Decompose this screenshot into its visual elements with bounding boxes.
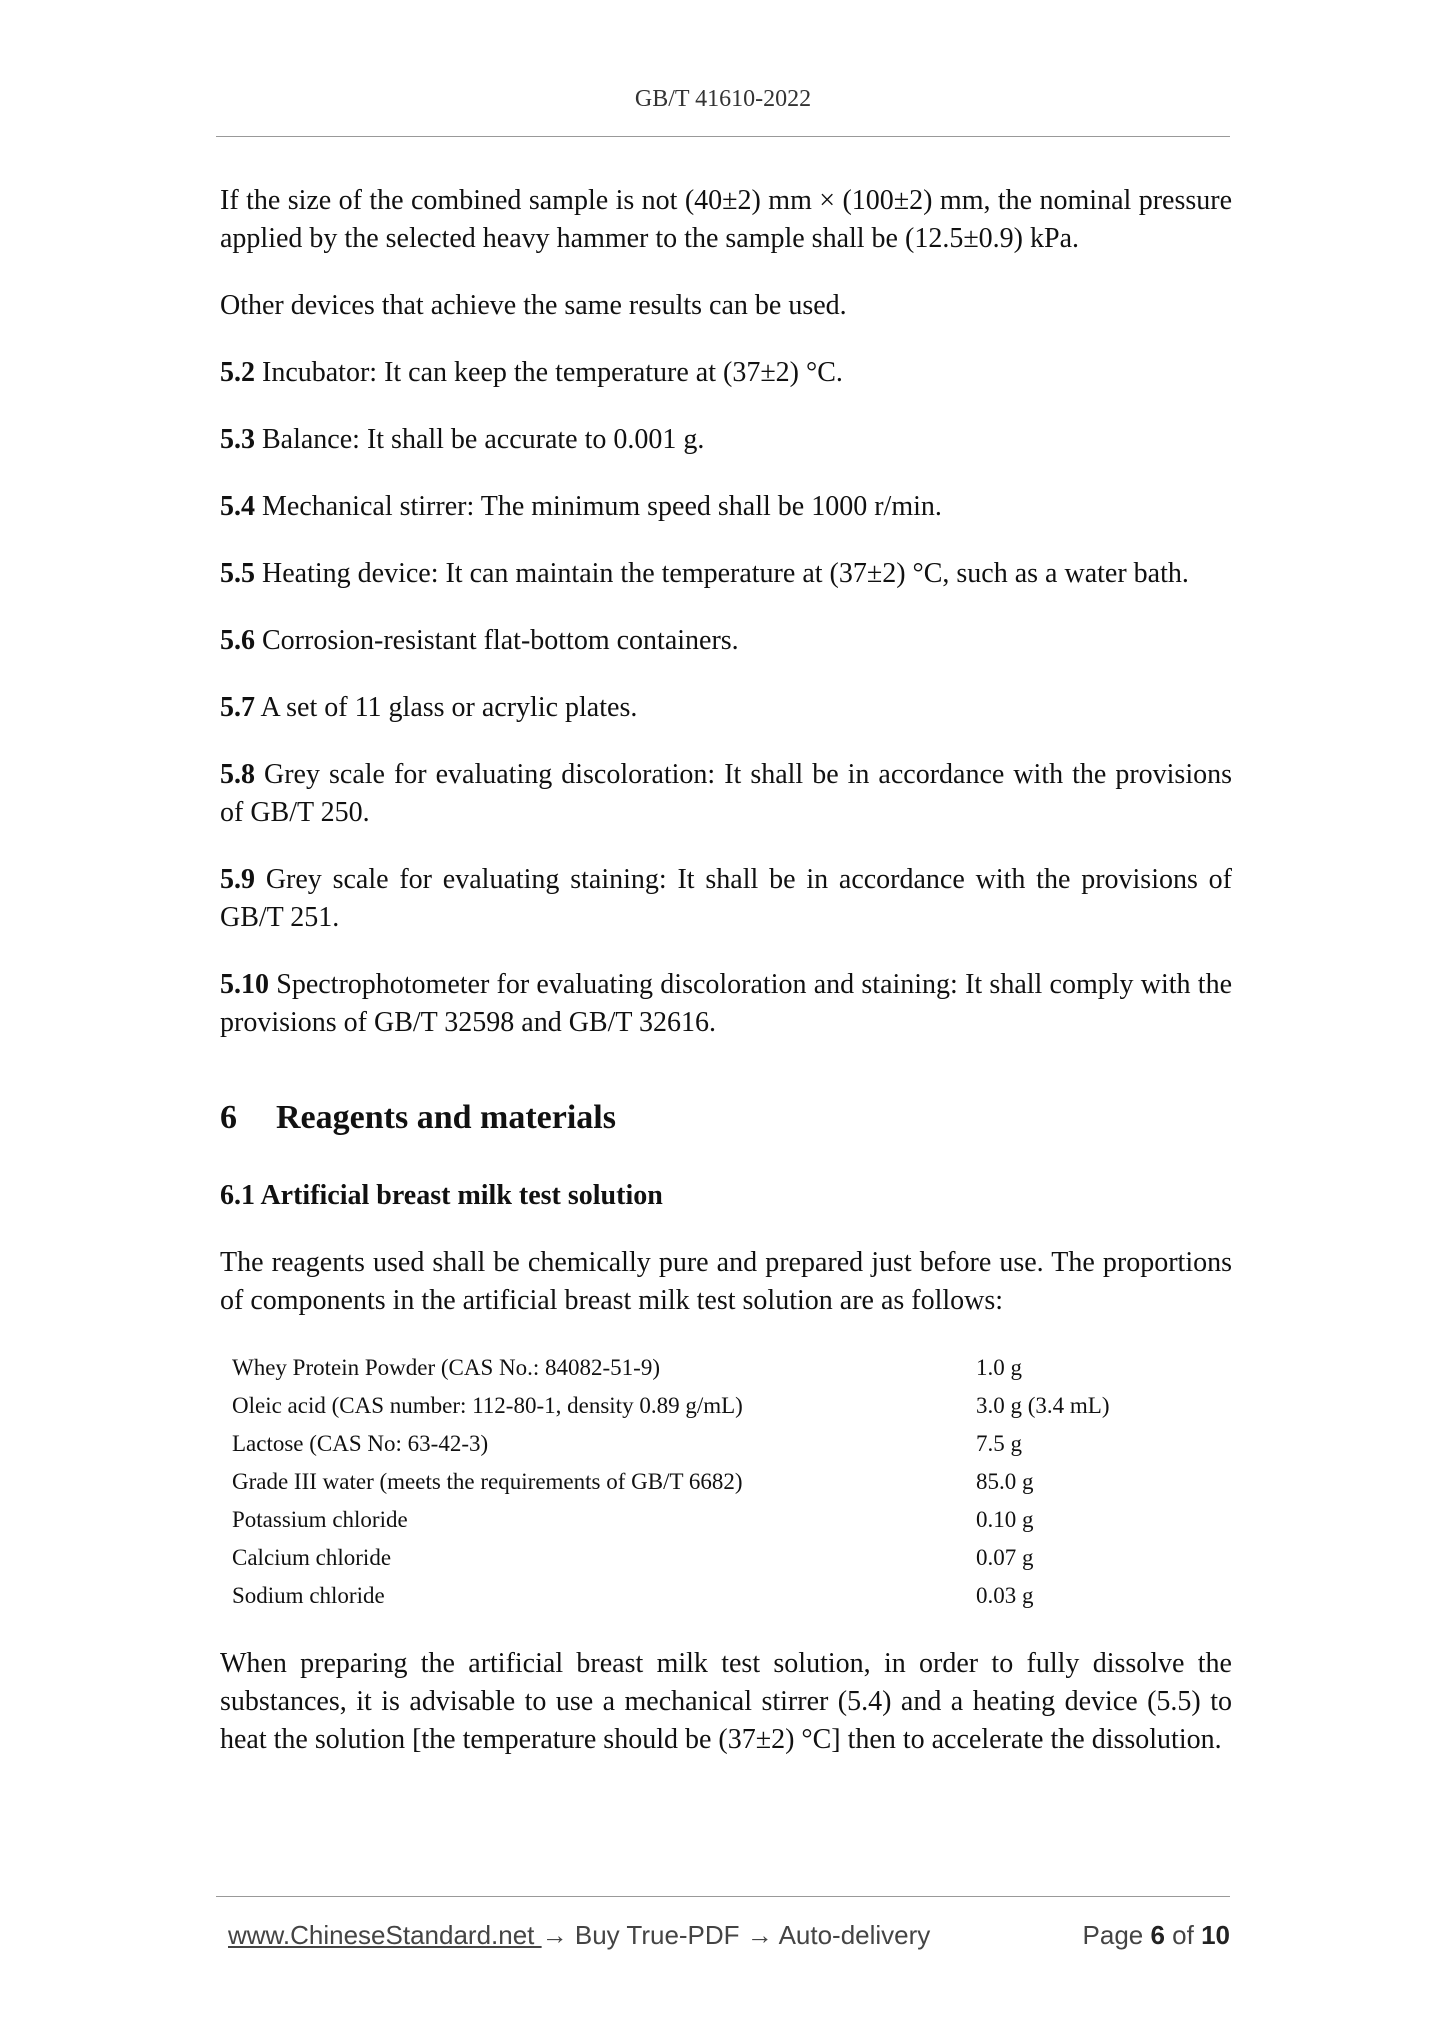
site-link[interactable]: www.ChineseStandard.net [228,1920,542,1950]
table-row [232,1463,1226,1501]
header-divider [216,136,1230,137]
section-title: Reagents and materials [276,1099,616,1136]
subsection-6-1-heading: 6.1 Artificial breast milk test solution [220,1180,663,1211]
clause-5-7 [220,689,1232,727]
footer-promo [228,1920,930,1951]
component-name: Grade III water (meets the requirements of GB/T 6682) [232,1469,743,1494]
component-quantity: 0.07 g [976,1545,1034,1570]
intro-paragraph: If the size of the combined sample is not (40±2) mm × (100±2) mm, the nominal pressure applied by the selected heavy hammer to the sample shall be (12.5±0.9) kPa. [220,185,1232,254]
table-row [232,1539,1226,1577]
component-name: Calcium chloride [232,1545,392,1570]
clause-number: 5.10 [220,969,269,1000]
clause-number: 5.2 [220,357,255,388]
clause-5-4 [220,488,1232,526]
component-quantity: 0.10 g [976,1507,1034,1532]
table-row [232,1387,1226,1425]
table-row [232,1501,1226,1539]
clause-text: A set of 11 glass or acrylic plates. [260,692,638,723]
section-number: 6 [220,1099,237,1136]
clause-number: 5.8 [220,759,255,790]
clause-5-8 [220,756,1232,832]
clause-number: 5.4 [220,491,255,522]
current-page-number: 6 [1150,1920,1165,1950]
section-6-heading [220,1096,1232,1140]
auto-delivery-text: Auto-delivery [772,1920,931,1950]
clause-text: Incubator: It can keep the temperature at (37±2) °C. [262,357,843,388]
document-code-header: GB/T 41610-2022 [634,86,812,112]
page-indicator [1083,1920,1230,1951]
buy-true-pdf-text: Buy True-PDF [567,1920,747,1950]
table-row [232,1577,1226,1615]
clause-5-2 [220,354,1232,392]
clause-number: 5.7 [220,692,255,723]
component-quantity: 0.03 g [976,1583,1034,1608]
page-content [220,182,1232,1759]
clause-number: 5.5 [220,558,255,589]
clause-text: Corrosion-resistant flat-bottom containers. [262,625,739,656]
arrow-right-icon: → [746,1920,773,1950]
clause-5-9 [220,861,1232,937]
clause-5-10 [220,966,1232,1042]
clause-5-5 [220,555,1232,593]
component-name: Lactose (CAS No: 63-42-3) [232,1431,489,1456]
of-label: of [1164,1920,1202,1950]
arrow-right-icon: → [541,1920,568,1950]
component-name: Potassium chloride [232,1507,408,1532]
page-label: Page [1082,1920,1151,1950]
clause-text: Balance: It shall be accurate to 0.001 g. [262,424,705,455]
component-quantity: 85.0 g [976,1469,1034,1494]
clause-5-3 [220,421,1232,459]
page-footer [228,1920,1230,1960]
table-row [232,1425,1226,1463]
components-table [232,1349,1226,1615]
component-name: Whey Protein Powder (CAS No.: 84082-51-9) [232,1355,661,1380]
reagents-intro-paragraph: The reagents used shall be chemically pure and prepared just before use. The proportions of components in the artificial breast milk test solution are as follows: [220,1247,1232,1316]
clause-number: 5.6 [220,625,255,656]
other-devices-paragraph: Other devices that achieve the same results can be used. [220,290,847,321]
clause-text: Grey scale for evaluating discoloration: It shall be in accordance with the provisions of GB/T 250. [220,759,1233,828]
table-row [232,1349,1226,1387]
clause-text: Spectrophotometer for evaluating discoloration and staining: It shall comply with the provisions of GB/T 32598 and GB/T 32616. [220,969,1233,1038]
clause-text: Heating device: It can maintain the temperature at (37±2) °C, such as a water bath. [262,558,1189,589]
total-pages-number: 10 [1201,1920,1230,1950]
clause-text: Grey scale for evaluating staining: It shall be in accordance with the provisions of GB/T 251. [220,864,1233,933]
component-quantity: 7.5 g [976,1431,1022,1456]
clause-number: 5.3 [220,424,255,455]
component-quantity: 1.0 g [976,1355,1022,1380]
component-quantity: 3.0 g (3.4 mL) [976,1393,1110,1418]
clause-text: Mechanical stirrer: The minimum speed shall be 1000 r/min. [262,491,942,522]
preparation-paragraph: When preparing the artificial breast milk test solution, in order to fully dissolve the substances, it is advisable to use a mechanical stirrer (5.4) and a heating device (5.5) to heat the solution [the temperature should be (37±2) °C] then to accelerate the dissolution. [220,1648,1232,1755]
component-name: Sodium chloride [232,1583,385,1608]
footer-divider [216,1896,1230,1897]
clause-number: 5.9 [220,864,255,895]
component-name: Oleic acid (CAS number: 112-80-1, density 0.89 g/mL) [232,1393,743,1418]
clause-5-6 [220,622,1232,660]
